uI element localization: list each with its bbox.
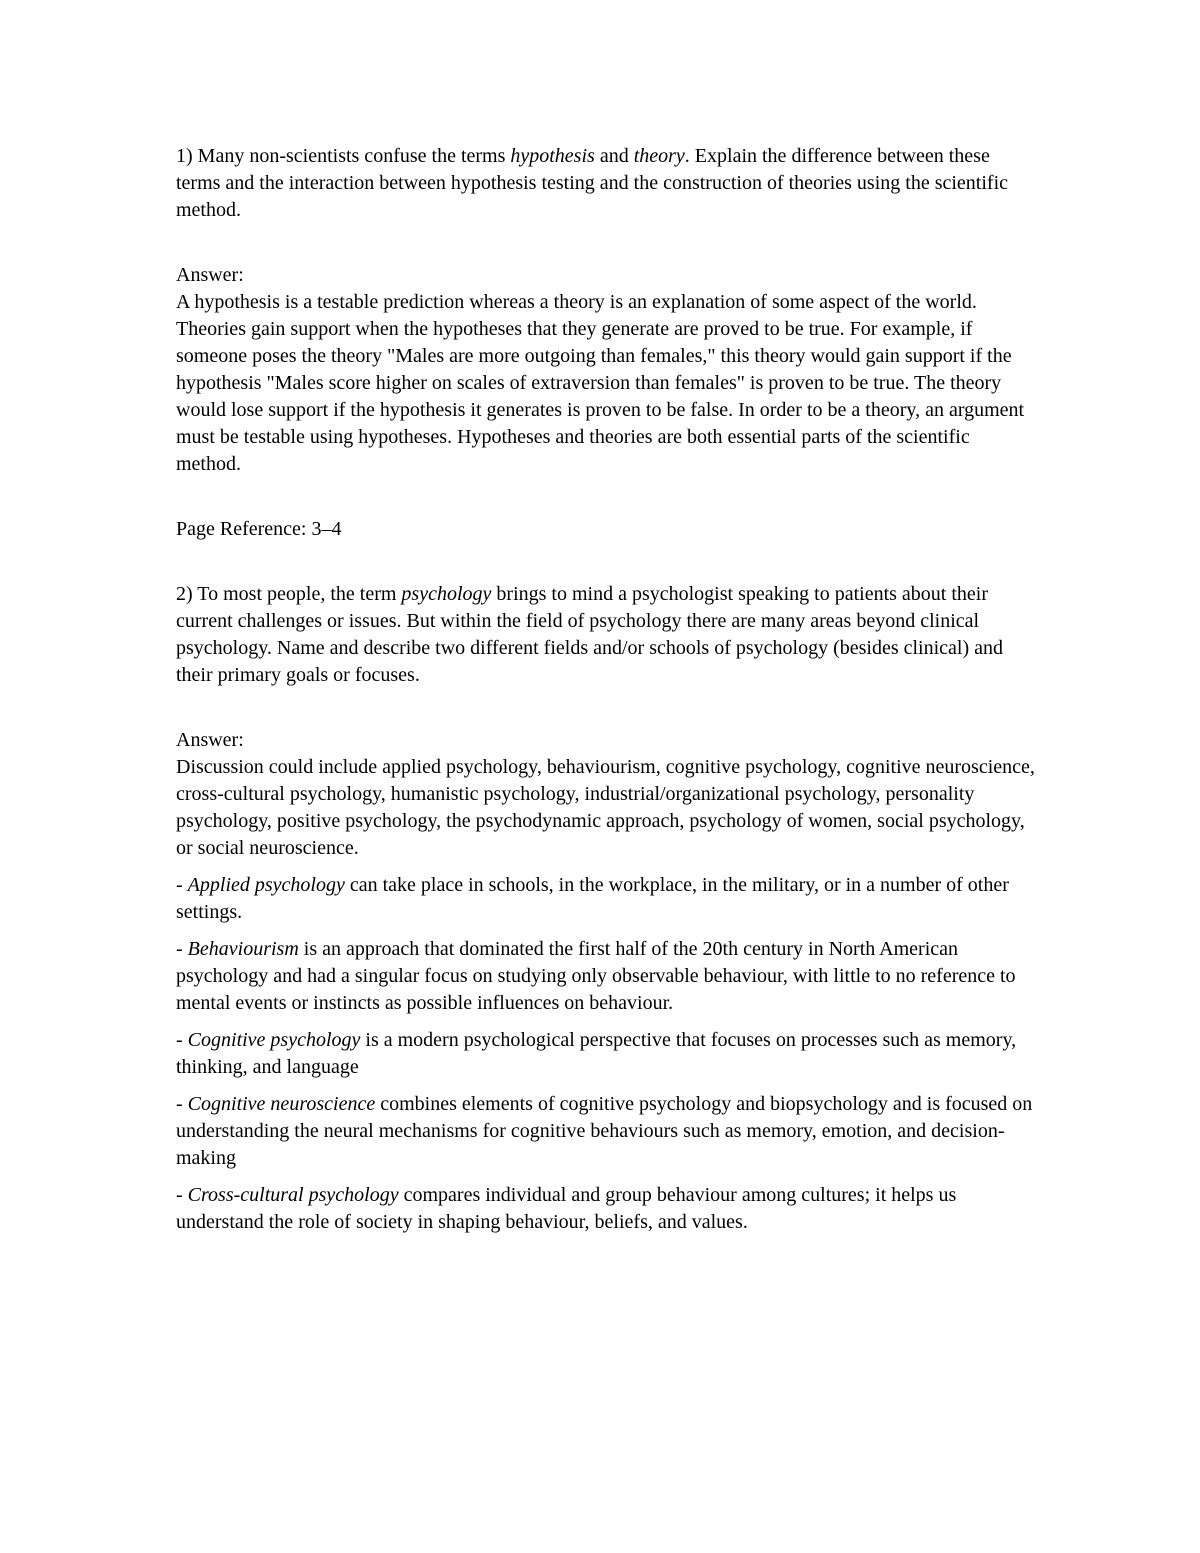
- list-item-cognitive-neuroscience: [176, 1091, 1036, 1172]
- answer-1-text: A hypothesis is a testable prediction whereas a theory is an explanation of some aspect of the world. Theories gain support when the hypotheses that they generate are proved to be true. For example, if someone poses the theory "Males are more outgoing than females," this theory would gain support if the hypothesis "Males score higher on scales of extraversion than females" is proven to be true. The theory would lose support if the hypothesis it generates is proven to be false. In order to be a theory, an argument must be testable using hypotheses. Hypotheses and theories are both essential parts of the scientific method.: [176, 291, 1025, 475]
- list-item-cross-cultural-psychology: [176, 1182, 1036, 1236]
- list-item-text: compares individual and group behaviour among cultures; it helps us understand the role of society in shaping behaviour, beliefs, and values.: [176, 1184, 957, 1233]
- list-item-term: Applied psychology: [187, 874, 345, 896]
- list-dash: -: [176, 874, 188, 896]
- list-item-text: can take place in schools, in the workplace, in the military, or in a number of other settings.: [176, 874, 1009, 923]
- spacer: [176, 543, 1036, 581]
- answer-1-label: Answer:: [176, 264, 244, 286]
- spacer: [176, 689, 1036, 727]
- list-item-term: Cognitive neuroscience: [187, 1093, 376, 1115]
- question-2-prefix: 2) To most people, the term: [176, 583, 402, 605]
- list-dash: -: [176, 938, 188, 960]
- spacer: [176, 1017, 1036, 1027]
- list-item-text: is a modern psychological perspective that focuses on processes such as memory, thinking, and language: [176, 1029, 1017, 1078]
- question-1-mid: and: [594, 145, 634, 167]
- list-item-term: Cognitive psychology: [187, 1029, 361, 1051]
- term-theory: theory: [633, 145, 685, 167]
- answer-2-text: Discussion could include applied psychology, behaviourism, cognitive psychology, cognitive neuroscience, cross-cultural psychology, humanistic psychology, industrial/organizational psychology, personality psychology, positive psychology, the psychodynamic approach, psychology of women, social psychology, or social neuroscience.: [176, 756, 1035, 859]
- spacer: [176, 224, 1036, 262]
- list-item-cognitive-psychology: [176, 1027, 1036, 1081]
- spacer: [176, 926, 1036, 936]
- spacer: [176, 478, 1036, 516]
- page-reference-1: Page Reference: 3–4: [176, 518, 342, 540]
- question-2-suffix: brings to mind a psychologist speaking to patients about their current challenges or issues. But within the field of psychology there are many areas beyond clinical psychology. Name and describe two different fields and/or schools of psychology (besides clinical) and their primary goals or focuses.: [176, 583, 1004, 686]
- question-2: [176, 581, 1036, 689]
- answer-2-label: Answer:: [176, 729, 244, 751]
- question-1-prefix: 1) Many non-scientists confuse the terms: [176, 145, 511, 167]
- list-dash: -: [176, 1093, 188, 1115]
- spacer: [176, 862, 1036, 872]
- term-hypothesis: hypothesis: [510, 145, 595, 167]
- question-1: [176, 143, 1036, 224]
- list-item-behaviourism: [176, 936, 1036, 1017]
- list-item-text: combines elements of cognitive psychology and biopsychology and is focused on understanding the neural mechanisms for cognitive behaviours such as memory, emotion, and decision-making: [176, 1093, 1033, 1169]
- document-body: [176, 143, 1036, 1236]
- term-psychology: psychology: [401, 583, 492, 605]
- list-item-text: is an approach that dominated the first half of the 20th century in North American psychology and had a singular focus on studying only observable behaviour, with little to no reference to mental events or instincts as possible influences on behaviour.: [176, 938, 1016, 1014]
- spacer: [176, 1172, 1036, 1182]
- question-1-suffix: . Explain the difference between these terms and the interaction between hypothesis testing and the construction of theories using the scientific method.: [176, 145, 1009, 221]
- list-item-term: Behaviourism: [187, 938, 299, 960]
- list-dash: -: [176, 1184, 188, 1206]
- spacer: [176, 1081, 1036, 1091]
- list-item-term: Cross-cultural psychology: [187, 1184, 399, 1206]
- list-dash: -: [176, 1029, 188, 1051]
- list-item-applied-psychology: [176, 872, 1036, 926]
